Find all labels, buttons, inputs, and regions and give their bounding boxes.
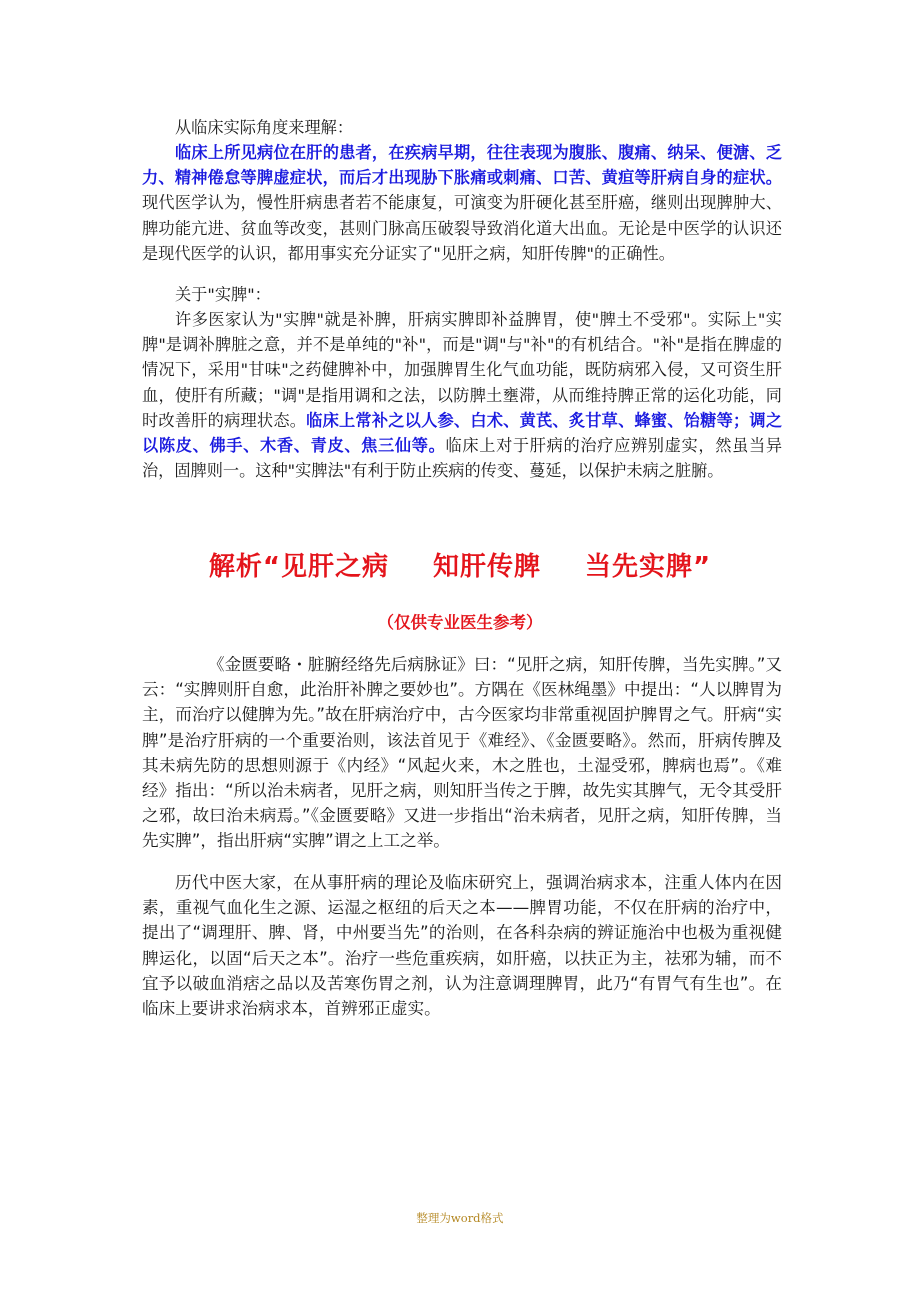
title-part-1: 解析“见肝之病 <box>208 552 389 582</box>
paragraph-shipi <box>142 307 782 483</box>
title-part-2: 知肝传脾 <box>432 552 541 582</box>
article-subtitle: （仅供专业医生参考） <box>377 613 543 632</box>
highlight-spleen-symptoms: 临床上所见病位在肝的患者，在疾病早期，往往表现为腹胀、腹痛、纳呆、便溏、乏力、精神倦怠等脾虚症状，而后才出现胁下胀痛或刺痛、口苦、黄疸等肝病自身的症状。 <box>142 143 782 188</box>
paragraph-clinical-rest: 现代医学认为，慢性肝病患者若不能康复，可演变为肝硬化甚至肝癌，继则出现脾肿大、脾功能亢进、贫血等改变，甚则门脉高压破裂导致消化道大出血。无论是中医学的认识还是现代医学的认识，都用事实充分证实了"见肝之病，知肝传脾"的正确性。 <box>142 193 782 263</box>
heading-clinical-understanding: 从临床实际角度来理解： <box>175 118 354 137</box>
paragraph-shipi-text: 许多医家认为"实脾"就是补脾，肝病实脾即补益脾胃，使"脾土不受邪"。实际上"实脾"是调补脾脏之意，并不是单纯的"补"，而是"调"与"补"的有机结合。"补"是指在脾虚的情况下，采用"甘味"之药健脾补中，加强脾胃生化气血功能，既防病邪入侵，又可资生肝血，使肝有所藏；"调"是指用调和之法，以防脾土壅滞，从而维持脾正常的运化功能，同时改善肝的病理状态。 <box>142 310 782 430</box>
highlight-herbs: 临床上常补之以人参、白术、黄芪、炙甘草、蜂蜜、饴糖等；调之以陈皮、佛手、木香、青皮、焦三仙等。 <box>142 410 783 456</box>
paragraph-clinical <box>142 140 782 266</box>
footer-note: 整理为word格式 <box>416 1211 504 1225</box>
paragraph-shipi-rest: 临床上对于肝病的治疗应辨别虚实，然虽当异治，固脾则一。这种"实脾法"有利于防止疾病的传变、蔓延，以保护未病之脏腑。 <box>142 436 783 481</box>
title-part-3: 当先实脾” <box>585 552 712 582</box>
heading-about-shipi: 关于"实脾"： <box>175 285 271 304</box>
article-title <box>0 546 920 583</box>
paragraph-historical-masters: 历代中医大家，在从事肝病的理论及临床研究上，强调治病求本，注重人体内在因素，重视气血化生之源、运湿之枢纽的后天之本——脾胃功能，不仅在肝病的治疗中，提出了“调理肝、脾、肾，中州要当先”的治则，在各科杂病的辨证施治中也极为重视健脾运化，以固“后天之本”。治疗一些危重疾病，如肝癌，以扶正为主，祛邪为辅，而不宜予以破血消痞之品以及苦寒伤胃之剂，认为注意调理脾胃，此乃“有胃气有生也”。在临床上要讲求治病求本，首辨邪正虚实。 <box>142 873 782 1019</box>
paragraph-jingui: 《金匮要略・脏腑经络先后病脉证》曰：“见肝之病，知肝传脾，当先实脾。”又云：“实脾则肝自愈，此治肝补脾之要妙也”。方隅在《医林绳墨》中提出：“人以脾胃为主，而治疗以健脾为先。”故在肝病治疗中，古今医家均非常重视固护脾胃之气。肝病“实脾”是治疗肝病的一个重要治则，该法首见于《难经》、《金匮要略》。然而，肝病传脾及其未病先防的思想则源于《内经》“风起火来，木之胜也，土湿受邪，脾病也焉”。《难经》指出：“所以治未病者，见肝之病，则知肝当传之于脾，故先实其脾气，无令其受肝之邪，故曰治未病焉。”《金匮要略》又进一步指出“治未病者，见肝之病，知肝传脾，当先实脾”，指出肝病“实脾”谓之上工之举。 <box>142 655 782 851</box>
